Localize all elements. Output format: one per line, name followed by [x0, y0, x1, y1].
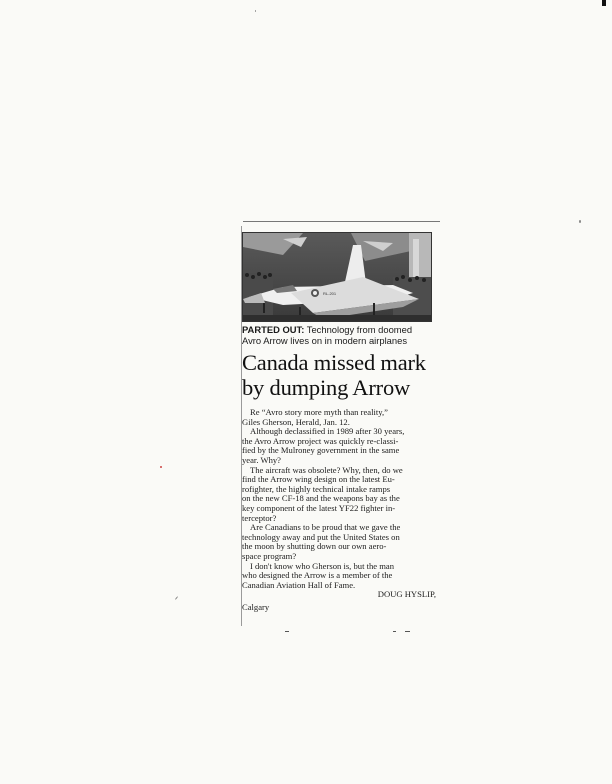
- article-body-line: technology away and put the United States on: [242, 532, 400, 542]
- article-body-line: Although declassified in 1989 after 30 years,: [250, 427, 405, 437]
- photo-caption: [242, 324, 434, 346]
- article-body-line: Calgary: [242, 602, 270, 612]
- scan-speck: [255, 10, 256, 12]
- article-body-line: Re “Avro story more myth than reality,”: [250, 408, 388, 417]
- scan-speck: [160, 466, 162, 468]
- scan-corner-mark: [602, 0, 606, 6]
- article-body-line: space program?: [242, 551, 297, 561]
- article-headline: [242, 350, 442, 400]
- caption-text: Technology from doomed: [304, 324, 413, 335]
- svg-text:RL-201: RL-201: [323, 291, 337, 296]
- article-body-line: key component of the latest YF22 fighter in-: [242, 503, 396, 513]
- article-body-line: fied by the Mulroney government in the same: [242, 446, 400, 456]
- headline-line-2: by dumping Arrow: [242, 375, 411, 400]
- article-body: [242, 408, 438, 612]
- article-body-line: who designed the Arrow is a member of the: [242, 571, 393, 581]
- headline-line-1: Canada missed mark: [242, 350, 426, 375]
- caption-lead: PARTED OUT:: [242, 324, 305, 335]
- article-body-line: the moon by shutting down our own aero-: [242, 542, 387, 552]
- article-body-line: find the Arrow wing design on the latest Eu-: [242, 475, 395, 485]
- article-body-line: DOUG HYSLIP,: [377, 590, 436, 600]
- article-body-line: year. Why?: [242, 455, 281, 465]
- article-body-line: rofighter, the highly technical intake ramps: [242, 484, 391, 494]
- article-body-line: the Avro Arrow project was quickly re-classi-: [242, 436, 399, 446]
- article-body-line: The aircraft was obsolete? Why, then, do we: [250, 465, 403, 475]
- caption-line-2: Avro Arrow lives on in modern airplanes: [242, 335, 408, 346]
- article-body-line: Canadian Aviation Hall of Fame.: [242, 580, 356, 590]
- avro-arrow-photo-image: [243, 233, 431, 321]
- newspaper-clipping: [242, 228, 442, 638]
- article-body-line: I don't know who Gherson is, but the man: [250, 561, 395, 571]
- scan-stray-marks: [285, 631, 415, 635]
- article-body-line: on the new CF-18 and the weapons bay as the: [242, 494, 400, 504]
- clipping-top-rule: [243, 221, 440, 222]
- article-body-line: Giles Gherson, Herald, Jan. 12.: [242, 417, 350, 427]
- scan-speck: [175, 596, 178, 600]
- clipping-photo: [242, 232, 432, 322]
- article-body-line: Are Canadians to be proud that we gave the: [250, 523, 401, 533]
- article-body-line: terceptor?: [242, 513, 277, 523]
- scan-speck: [579, 220, 581, 223]
